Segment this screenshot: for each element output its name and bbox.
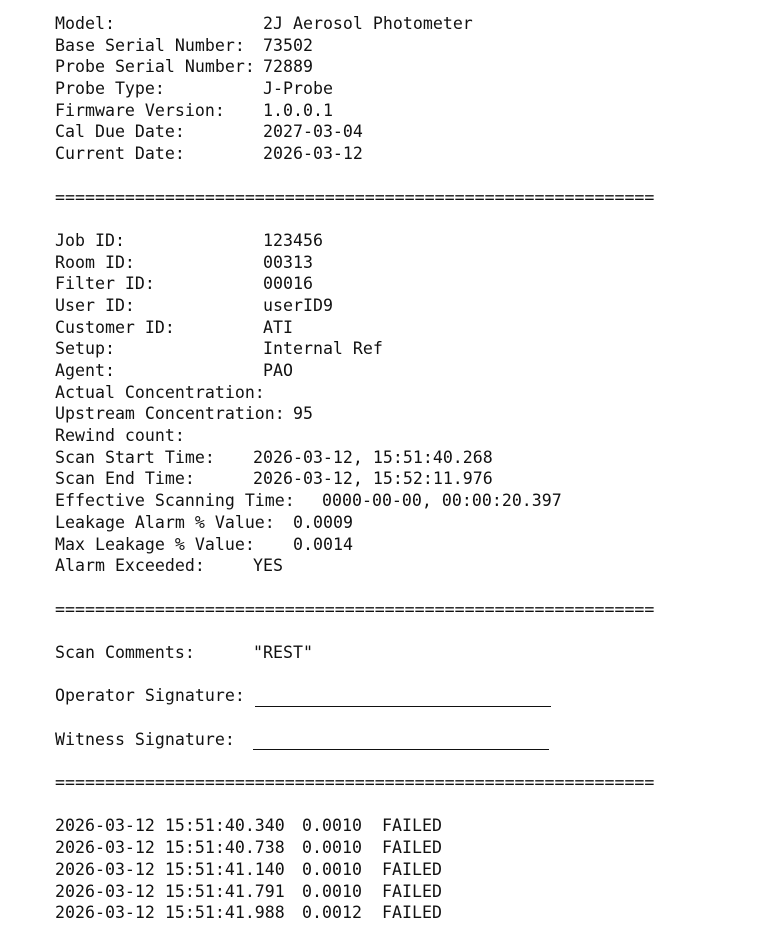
log-timestamp: 2026-03-12 15:51:41.140 bbox=[55, 859, 285, 879]
job-id-row bbox=[55, 230, 745, 252]
log-row bbox=[55, 815, 745, 837]
agent-label: Agent: bbox=[55, 361, 115, 380]
job-id-value: 123456 bbox=[263, 230, 323, 250]
model-value: 2J Aerosol Photometer bbox=[263, 14, 473, 33]
current-date-label: Current Date: bbox=[55, 144, 185, 164]
filter-id-value: 00016 bbox=[263, 274, 313, 294]
probe-serial-label: Probe Serial Number: bbox=[55, 57, 255, 77]
job-info-section bbox=[55, 230, 745, 577]
comments-section bbox=[55, 642, 745, 750]
probe-serial-value: 72889 bbox=[263, 57, 313, 77]
customer-id-row bbox=[55, 317, 745, 339]
log-timestamp: 2026-03-12 15:51:40.738 bbox=[55, 838, 285, 858]
log-timestamp: 2026-03-12 15:51:41.988 bbox=[55, 903, 285, 923]
section-divider: ============================================================ bbox=[55, 773, 655, 793]
current-date-value: 2026-03-12 bbox=[263, 144, 363, 164]
model-row bbox=[55, 13, 745, 35]
model-label: Model: bbox=[55, 14, 115, 33]
log-row bbox=[55, 881, 745, 903]
scan-start-value: 2026-03-12, 15:51:40.268 bbox=[253, 447, 493, 467]
leakage-alarm-row bbox=[55, 512, 745, 534]
log-value: 0.0010 bbox=[302, 816, 362, 836]
scan-start-label: Scan Start Time: bbox=[55, 447, 215, 467]
firmware-label: Firmware Version: bbox=[55, 100, 225, 120]
upstream-concentration-label: Upstream Concentration: bbox=[55, 404, 285, 424]
agent-value: PAO bbox=[263, 361, 293, 380]
effective-scanning-value: 0000-00-00, 00:00:20.397 bbox=[322, 491, 562, 511]
photometer-report bbox=[55, 13, 745, 924]
operator-signature-line bbox=[255, 690, 551, 707]
log-value: 0.0010 bbox=[302, 881, 362, 901]
log-status: FAILED bbox=[382, 859, 442, 879]
user-id-value: userID9 bbox=[263, 295, 333, 315]
probe-type-value: J-Probe bbox=[263, 79, 333, 99]
rewind-count-row bbox=[55, 425, 745, 447]
firmware-value: 1.0.0.1 bbox=[263, 100, 333, 120]
log-status: FAILED bbox=[382, 838, 442, 858]
actual-concentration-row bbox=[55, 382, 745, 404]
log-status: FAILED bbox=[382, 903, 442, 923]
actual-concentration-label: Actual Concentration: bbox=[55, 382, 265, 402]
setup-row bbox=[55, 338, 745, 360]
filter-id-label: Filter ID: bbox=[55, 274, 155, 294]
effective-scanning-row bbox=[55, 490, 745, 512]
base-serial-value: 73502 bbox=[263, 35, 313, 55]
operator-signature-row bbox=[55, 685, 745, 707]
log-timestamp: 2026-03-12 15:51:41.791 bbox=[55, 881, 285, 901]
upstream-concentration-value: 95 bbox=[293, 404, 313, 424]
user-id-row bbox=[55, 295, 745, 317]
scan-end-label: Scan End Time: bbox=[55, 469, 195, 489]
scan-comments-value: "REST" bbox=[253, 642, 313, 662]
log-value: 0.0010 bbox=[302, 838, 362, 858]
alarm-exceeded-label: Alarm Exceeded: bbox=[55, 556, 205, 576]
scan-end-row bbox=[55, 468, 745, 490]
witness-signature-row bbox=[55, 729, 745, 751]
probe-type-row bbox=[55, 78, 745, 100]
witness-signature-label: Witness Signature: bbox=[55, 729, 235, 749]
cal-due-label: Cal Due Date: bbox=[55, 122, 185, 142]
current-date-row bbox=[55, 143, 745, 165]
scan-comments-label: Scan Comments: bbox=[55, 642, 195, 662]
max-leakage-label: Max Leakage % Value: bbox=[55, 534, 255, 554]
scan-end-value: 2026-03-12, 15:52:11.976 bbox=[253, 469, 493, 489]
log-row bbox=[55, 837, 745, 859]
setup-label: Setup: bbox=[55, 339, 115, 359]
max-leakage-value: 0.0014 bbox=[293, 534, 353, 554]
leakage-alarm-label: Leakage Alarm % Value: bbox=[55, 512, 275, 532]
log-status: FAILED bbox=[382, 816, 442, 836]
customer-id-value: ATI bbox=[263, 317, 293, 337]
log-value: 0.0010 bbox=[302, 859, 362, 879]
scan-log bbox=[55, 815, 745, 923]
scan-comments-row bbox=[55, 642, 745, 664]
log-row bbox=[55, 859, 745, 881]
operator-signature-label: Operator Signature: bbox=[55, 686, 245, 706]
probe-type-label: Probe Type: bbox=[55, 79, 165, 99]
witness-signature-line bbox=[253, 733, 549, 750]
upstream-concentration-row bbox=[55, 403, 745, 425]
room-id-label: Room ID: bbox=[55, 252, 135, 272]
leakage-alarm-value: 0.0009 bbox=[293, 512, 353, 532]
alarm-exceeded-row bbox=[55, 555, 745, 577]
base-serial-label: Base Serial Number: bbox=[55, 35, 245, 55]
filter-id-row bbox=[55, 273, 745, 295]
log-timestamp: 2026-03-12 15:51:40.340 bbox=[55, 816, 285, 836]
base-serial-row bbox=[55, 35, 745, 57]
section-divider: ============================================================ bbox=[55, 599, 655, 619]
max-leakage-row bbox=[55, 534, 745, 556]
log-row bbox=[55, 902, 745, 924]
setup-value: Internal Ref bbox=[263, 339, 383, 359]
customer-id-label: Customer ID: bbox=[55, 317, 175, 337]
log-value: 0.0012 bbox=[302, 903, 362, 923]
job-id-label: Job ID: bbox=[55, 230, 125, 250]
room-id-row bbox=[55, 252, 745, 274]
probe-serial-row bbox=[55, 56, 745, 78]
section-divider: ============================================================ bbox=[55, 187, 655, 207]
firmware-row bbox=[55, 100, 745, 122]
room-id-value: 00313 bbox=[263, 252, 313, 272]
agent-row bbox=[55, 360, 745, 382]
cal-due-value: 2027-03-04 bbox=[263, 122, 363, 142]
alarm-exceeded-value: YES bbox=[253, 556, 283, 576]
effective-scanning-label: Effective Scanning Time: bbox=[55, 491, 295, 511]
user-id-label: User ID: bbox=[55, 295, 135, 315]
rewind-count-label: Rewind count: bbox=[55, 426, 185, 446]
device-info-section bbox=[55, 13, 745, 165]
scan-start-row bbox=[55, 447, 745, 469]
cal-due-row bbox=[55, 121, 745, 143]
log-status: FAILED bbox=[382, 881, 442, 901]
